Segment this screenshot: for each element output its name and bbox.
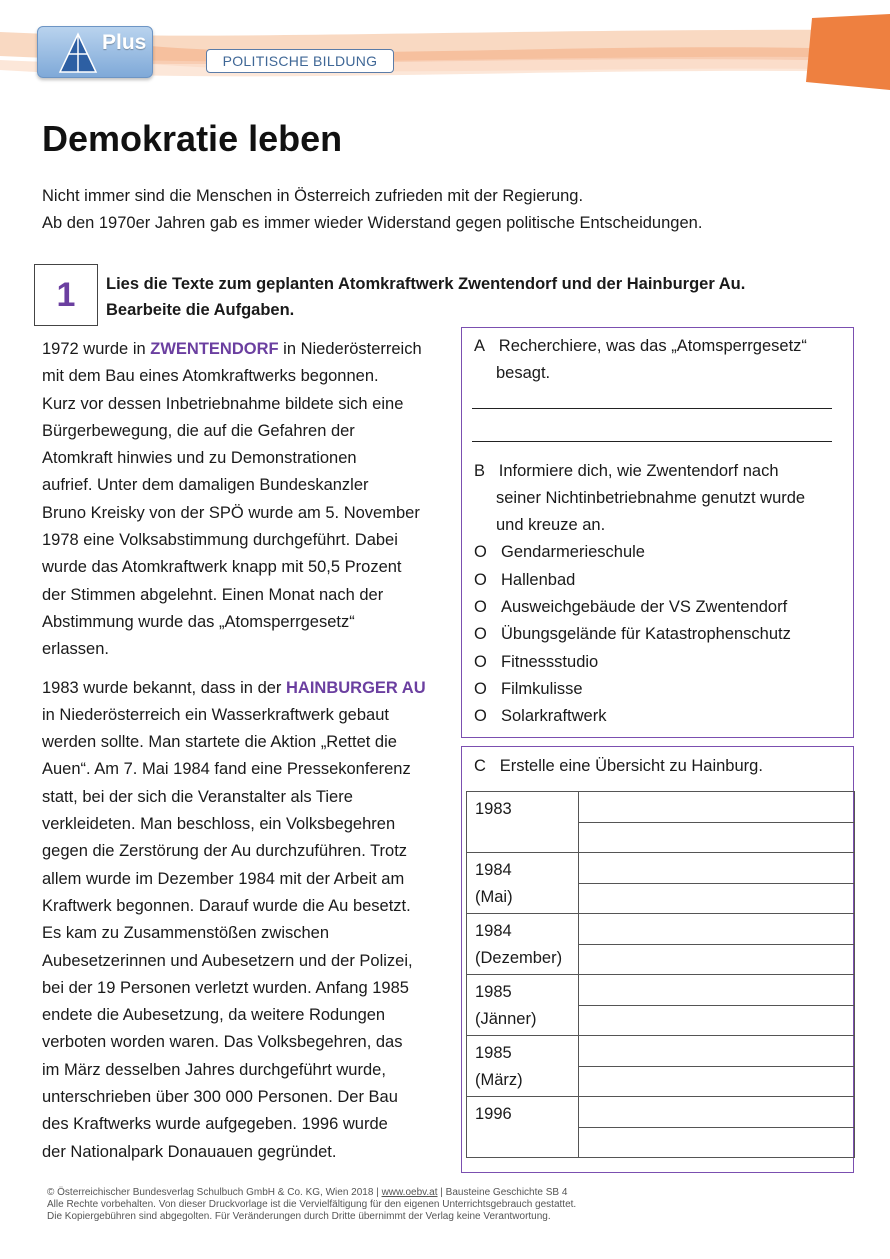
logo-text: Plus bbox=[102, 31, 147, 54]
checkbox-circle[interactable]: O bbox=[474, 543, 487, 562]
paragraph-hainburg bbox=[42, 675, 457, 1166]
year-sublabel: (Dezember) bbox=[475, 949, 563, 967]
year-cell bbox=[467, 975, 579, 1036]
table-row bbox=[467, 792, 855, 823]
table-row bbox=[467, 853, 855, 884]
year-label: 1984 bbox=[475, 861, 512, 879]
footer-line: Alle Rechte vorbehalten. Von dieser Druckvorlage ist die Vervielfältigung für den eigenen Unterrichtsgebrauch gestattet. bbox=[47, 1199, 577, 1210]
text-line: des Kraftwerks wurde aufgegeben. 1996 wurde bbox=[42, 1115, 388, 1134]
answer-cell[interactable] bbox=[579, 853, 855, 884]
checkbox-circle[interactable]: O bbox=[474, 625, 487, 644]
year-cell bbox=[467, 792, 579, 853]
task-b-text: Informiere dich, wie Zwentendorf nach bbox=[498, 461, 779, 480]
option-label: Hallenbad bbox=[501, 570, 576, 589]
subject-tag: POLITISCHE BILDUNG bbox=[206, 49, 394, 73]
footer-line: Die Kopiergebühren sind abgegolten. Für Veränderungen durch Dritte übernimmt der Verlag keine Verantwortung. bbox=[47, 1211, 551, 1222]
task-instruction-line: Bearbeite die Aufgaben. bbox=[106, 301, 295, 319]
hainburg-overview-table bbox=[466, 791, 855, 1158]
text-line: mit dem Bau eines Atomkraftwerks begonnen. bbox=[42, 367, 379, 386]
task-b-line: und kreuze an. bbox=[496, 516, 606, 535]
year-label: 1983 bbox=[475, 800, 512, 818]
paragraph-zwentendorf bbox=[42, 336, 457, 664]
text-line: Bürgerbewegung, die auf die Gefahren der bbox=[42, 421, 355, 440]
option-item[interactable] bbox=[474, 539, 844, 566]
answer-cell[interactable] bbox=[579, 883, 855, 914]
task-b-line bbox=[474, 458, 844, 485]
text-line: statt, bei der sich die Veranstalter als Tiere bbox=[42, 787, 353, 806]
text-line: Abstimmung wurde das „Atomsperrgesetz“ bbox=[42, 612, 355, 631]
text-line bbox=[42, 679, 426, 697]
task-a-text: Recherchiere, was das „Atomsperrgesetz“ bbox=[498, 337, 807, 355]
option-item[interactable] bbox=[474, 567, 844, 594]
highlight-zwentendorf: ZWENTENDORF bbox=[150, 340, 279, 358]
option-item[interactable] bbox=[474, 676, 844, 703]
footer-text: | Bausteine Geschichte SB 4 bbox=[437, 1187, 568, 1198]
reading-text bbox=[42, 336, 457, 1177]
task-instruction bbox=[106, 271, 745, 323]
task-a-line bbox=[474, 333, 844, 360]
table-row bbox=[467, 1036, 855, 1067]
intro-line: Ab den 1970er Jahren gab es immer wieder Widerstand gegen politische Entscheidungen. bbox=[42, 214, 703, 232]
text-line: unterschrieben über 300 000 Personen. Der Bau bbox=[42, 1088, 398, 1107]
publisher-link[interactable]: www.oebv.at bbox=[381, 1187, 438, 1198]
task-b-line: seiner Nichtinbetriebnahme genutzt wurde bbox=[496, 488, 806, 507]
task-a-label: A bbox=[474, 337, 486, 355]
text-line: Bruno Kreisky von der SPÖ wurde am 5. November bbox=[42, 503, 420, 522]
text-line: im März desselben Jahres durchgeführt wurde, bbox=[42, 1060, 386, 1079]
table-row bbox=[467, 1097, 855, 1128]
answer-cell[interactable] bbox=[579, 1005, 855, 1036]
checkbox-circle[interactable]: O bbox=[474, 707, 487, 726]
text-fragment: 1972 wurde in bbox=[42, 340, 151, 358]
option-label: Gendarmerieschule bbox=[501, 543, 645, 562]
option-item[interactable] bbox=[474, 649, 844, 676]
text-line: der Stimmen abgelehnt. Einen Monat nach der bbox=[42, 585, 384, 604]
checkbox-circle[interactable]: O bbox=[474, 598, 487, 617]
page-title: Demokratie leben bbox=[42, 118, 343, 159]
text-line: 1978 eine Volksabstimmung durchgeführt. Dabei bbox=[42, 531, 398, 550]
checkbox-circle[interactable]: O bbox=[474, 652, 487, 671]
option-item[interactable] bbox=[474, 594, 844, 621]
year-sublabel: (Jänner) bbox=[475, 1010, 537, 1028]
task-c-text: Erstelle eine Übersicht zu Hainburg. bbox=[499, 757, 763, 775]
answer-cell[interactable] bbox=[579, 914, 855, 945]
answer-cell[interactable] bbox=[579, 1066, 855, 1097]
text-line: verboten worden waren. Das Volksbegehren, das bbox=[42, 1033, 403, 1052]
intro-text bbox=[42, 183, 702, 237]
option-label: Übungsgelände für Katastrophenschutz bbox=[501, 625, 791, 644]
task-b-label: B bbox=[474, 461, 486, 480]
text-line: Atomkraft hinwies und zu Demonstrationen bbox=[42, 449, 357, 468]
text-line: aufrief. Unter dem damaligen Bundeskanzler bbox=[42, 476, 369, 495]
answer-cell[interactable] bbox=[579, 975, 855, 1006]
option-label: Solarkraftwerk bbox=[501, 707, 607, 726]
option-label: Ausweichgebäude der VS Zwentendorf bbox=[501, 598, 788, 617]
text-line: allem wurde im Dezember 1984 mit der Arbeit am bbox=[42, 869, 405, 888]
text-line: bei der 19 Personen verletzt wurden. Anfang 1985 bbox=[42, 978, 409, 997]
intro-line: Nicht immer sind die Menschen in Österreich zufrieden mit der Regierung. bbox=[42, 187, 584, 205]
text-fragment: in Niederösterreich bbox=[278, 340, 422, 358]
text-line: Auen“. Am 7. Mai 1984 fand eine Pressekonferenz bbox=[42, 760, 411, 779]
footer-text: © Österreichischer Bundesverlag Schulbuch GmbH & Co. KG, Wien 2018 | bbox=[47, 1187, 382, 1198]
text-line: gegen die Zerstörung der Au durchzuführen. Trotz bbox=[42, 842, 408, 861]
task-ab-content bbox=[474, 333, 844, 731]
answer-cell[interactable] bbox=[579, 1097, 855, 1128]
text-line bbox=[42, 340, 422, 358]
text-line: in Niederösterreich ein Wasserkraftwerk gebaut bbox=[42, 705, 389, 724]
text-line: wurde das Atomkraftwerk knapp mit 50,5 Prozent bbox=[42, 558, 402, 577]
text-line: verkleideten. Man beschloss, ein Volksbegehren bbox=[42, 815, 396, 834]
triangle-logo-icon bbox=[58, 32, 98, 74]
text-line: Kraftwerk begonnen. Darauf wurde die Au besetzt. bbox=[42, 896, 411, 915]
year-sublabel: (März) bbox=[475, 1071, 523, 1089]
table-row bbox=[467, 914, 855, 945]
year-cell bbox=[467, 853, 579, 914]
footer-line bbox=[47, 1187, 576, 1199]
text-line: endete die Aubesetzung, da weitere Rodungen bbox=[42, 1006, 386, 1025]
checkbox-circle[interactable]: O bbox=[474, 570, 487, 589]
answer-cell[interactable] bbox=[579, 1127, 855, 1158]
answer-cell[interactable] bbox=[579, 1036, 855, 1067]
year-label: 1985 bbox=[475, 1044, 512, 1062]
answer-cell[interactable] bbox=[579, 822, 855, 853]
year-cell bbox=[467, 1097, 579, 1158]
year-label: 1985 bbox=[475, 983, 512, 1001]
text-line: erlassen. bbox=[42, 640, 109, 659]
year-label: 1996 bbox=[475, 1105, 512, 1123]
table-row bbox=[467, 975, 855, 1006]
year-cell bbox=[467, 1036, 579, 1097]
task-c-label: C bbox=[474, 757, 486, 775]
year-label: 1984 bbox=[475, 922, 512, 940]
highlight-hainburger-au: HAINBURGER AU bbox=[286, 678, 426, 697]
option-item[interactable] bbox=[474, 621, 844, 648]
task-ab-box bbox=[461, 327, 854, 738]
text-fragment: 1983 wurde bekannt, dass in der bbox=[42, 678, 286, 697]
checkbox-circle[interactable]: O bbox=[474, 679, 487, 698]
task-instruction-line: Lies die Texte zum geplanten Atomkraftwerk Zwentendorf und der Hainburger Au. bbox=[106, 275, 746, 293]
task-number: 1 bbox=[34, 264, 98, 326]
task-c-box bbox=[461, 746, 854, 1173]
task-c-heading bbox=[474, 753, 763, 780]
year-cell bbox=[467, 914, 579, 975]
text-line: werden sollte. Man startete die Aktion „Rettet die bbox=[42, 733, 397, 752]
task-a-line: besagt. bbox=[496, 364, 551, 383]
text-line: der Nationalpark Donauauen gegründet. bbox=[42, 1142, 337, 1161]
plus-logo bbox=[37, 26, 153, 78]
text-line: Aubesetzerinnen und Aubesetzern und der Polizei, bbox=[42, 951, 413, 970]
text-line: Es kam zu Zusammenstößen zwischen bbox=[42, 924, 330, 943]
answer-cell[interactable] bbox=[579, 944, 855, 975]
text-line: Kurz vor dessen Inbetriebnahme bildete sich eine bbox=[42, 394, 404, 413]
option-label: Fitnessstudio bbox=[501, 652, 599, 671]
option-item[interactable] bbox=[474, 703, 844, 730]
year-sublabel: (Mai) bbox=[475, 888, 513, 906]
answer-cell[interactable] bbox=[579, 792, 855, 823]
footer bbox=[47, 1187, 576, 1223]
option-label: Filmkulisse bbox=[501, 679, 583, 698]
